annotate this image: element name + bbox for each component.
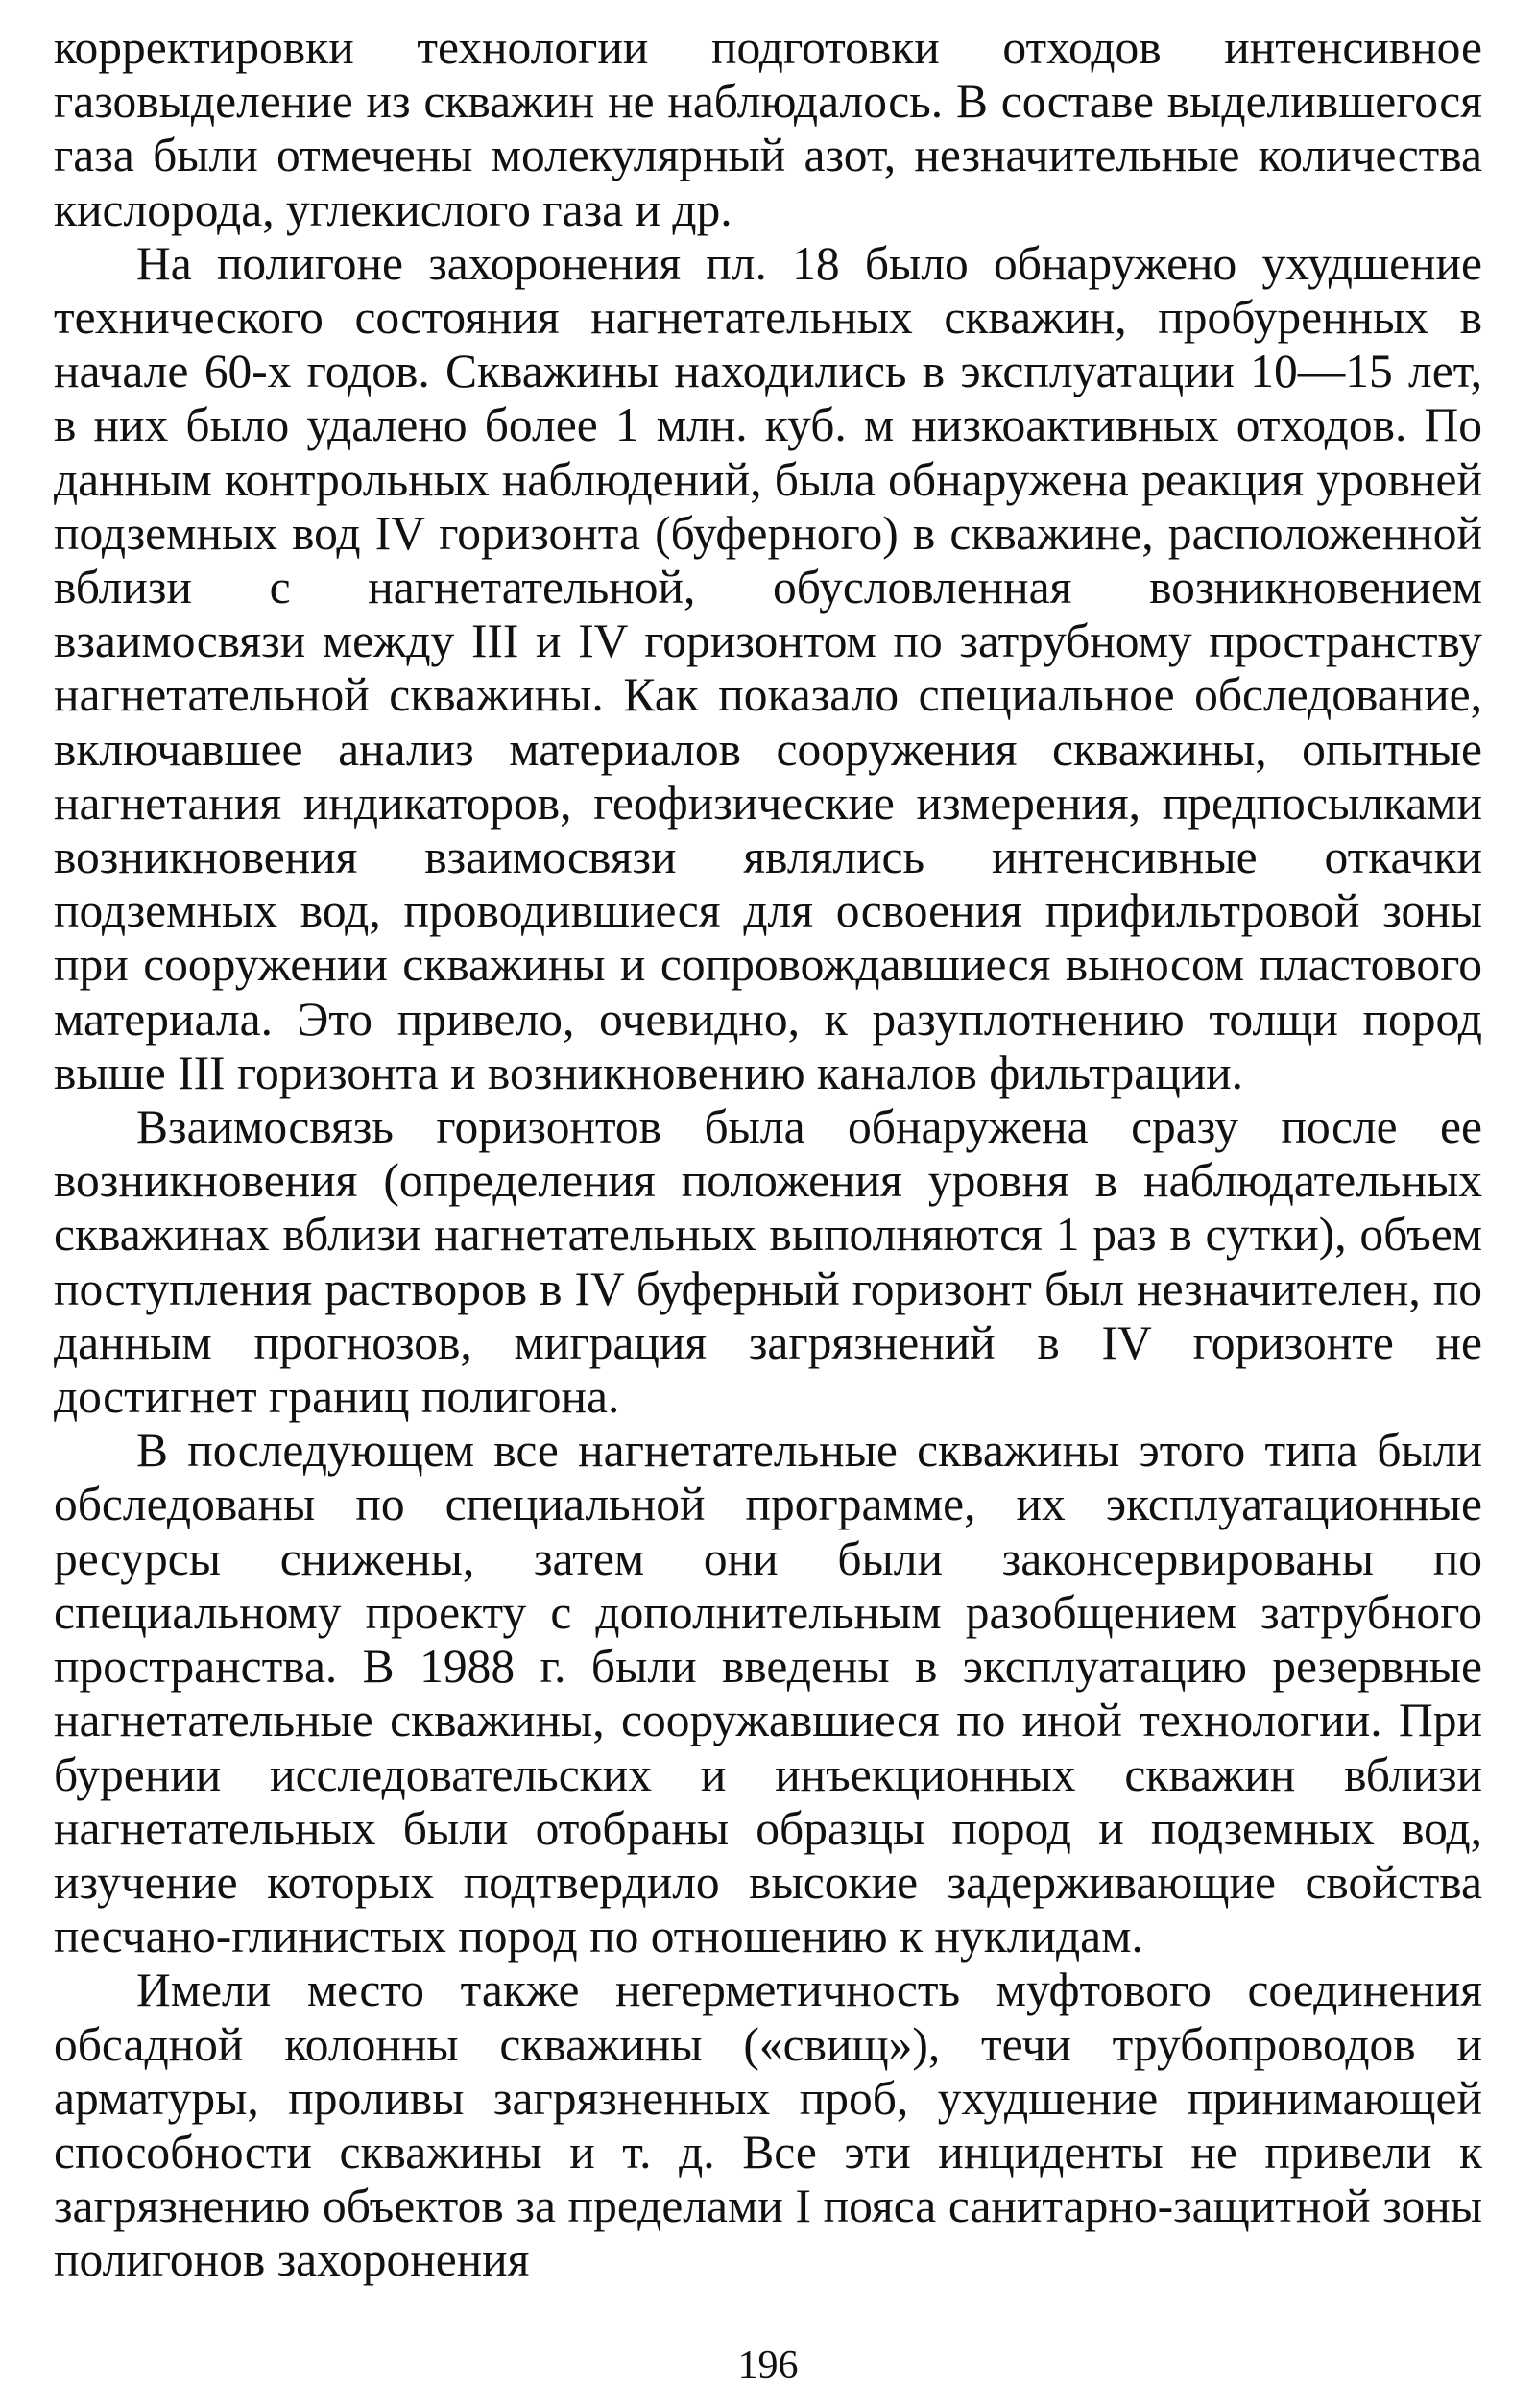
- paragraph-continuation: корректировки технологии подготовки отходов интенсивное газовыделение из скважин не наблюдалось. В составе выделившегося газа были отмечены молекулярный азот, незначительные количества кислорода, углекислого газа и др.: [54, 21, 1482, 236]
- paragraph: Взаимосвязь горизонтов была обнаружена сразу после ее возникновения (определения положения уровня в наблюдательных скважинах вблизи нагнетательных выполняются 1 раз в сутки), объем поступления растворов в IV буферный горизонт был незначителен, по данным прогнозов, миграция загрязнений в IV горизонте не достигнет границ полигона.: [54, 1100, 1482, 1424]
- paragraph: Имели место также негерметичность муфтового соединения обсадной колонны скважины («свищ»), течи трубопроводов и арматуры, проливы загрязненных проб, ухудшение принимающей способности скважины и т. д. Все эти инциденты не привели к загрязнению объектов за пределами I пояса санитарно-защитной зоны полигонов захоронения: [54, 1963, 1482, 2287]
- paragraph: В последующем все нагнетательные скважины этого типа были обследованы по специальной программе, их эксплуатационные ресурсы снижены, затем они были законсервированы по специальному проекту с дополнительным разобщением затрубного пространства. В 1988 г. были введены в эксплуатацию резервные нагнетательные скважины, сооружавшиеся по иной технологии. При бурении исследовательских и инъекционных скважин вблизи нагнетательных были отобраны образцы пород и подземных вод, изучение которых подтвердило высокие задерживающие свойства песчано-глинистых пород по отношению к нуклидам.: [54, 1424, 1482, 1963]
- paragraph: На полигоне захоронения пл. 18 было обнаружено ухудшение технического состояния нагнетательных скважин, пробуренных в начале 60-х годов. Скважины находились в эксплуатации 10—15 лет, в них было удалено более 1 млн. куб. м низкоактивных отходов. По данным контрольных наблюдений, была обнаружена реакция уровней подземных вод IV горизонта (буферного) в скважине, расположенной вблизи с нагнетательной, обусловленная возникновением взаимосвязи между III и IV горизонтом по затрубному пространству нагнетательной скважины. Как показало специальное обследование, включавшее анализ материалов сооружения скважины, опытные нагнетания индикаторов, геофизические измерения, предпосылками возникновения взаимосвязи являлись интенсивные откачки подземных вод, проводившиеся для освоения прифильтровой зоны при сооружении скважины и сопровождавшиеся выносом пластового материала. Это привело, очевидно, к разуплотнению толщи пород выше III горизонта и возникновению каналов фильтрации.: [54, 236, 1482, 1099]
- page-body: [54, 21, 1482, 2288]
- page-number: 196: [737, 2344, 799, 2388]
